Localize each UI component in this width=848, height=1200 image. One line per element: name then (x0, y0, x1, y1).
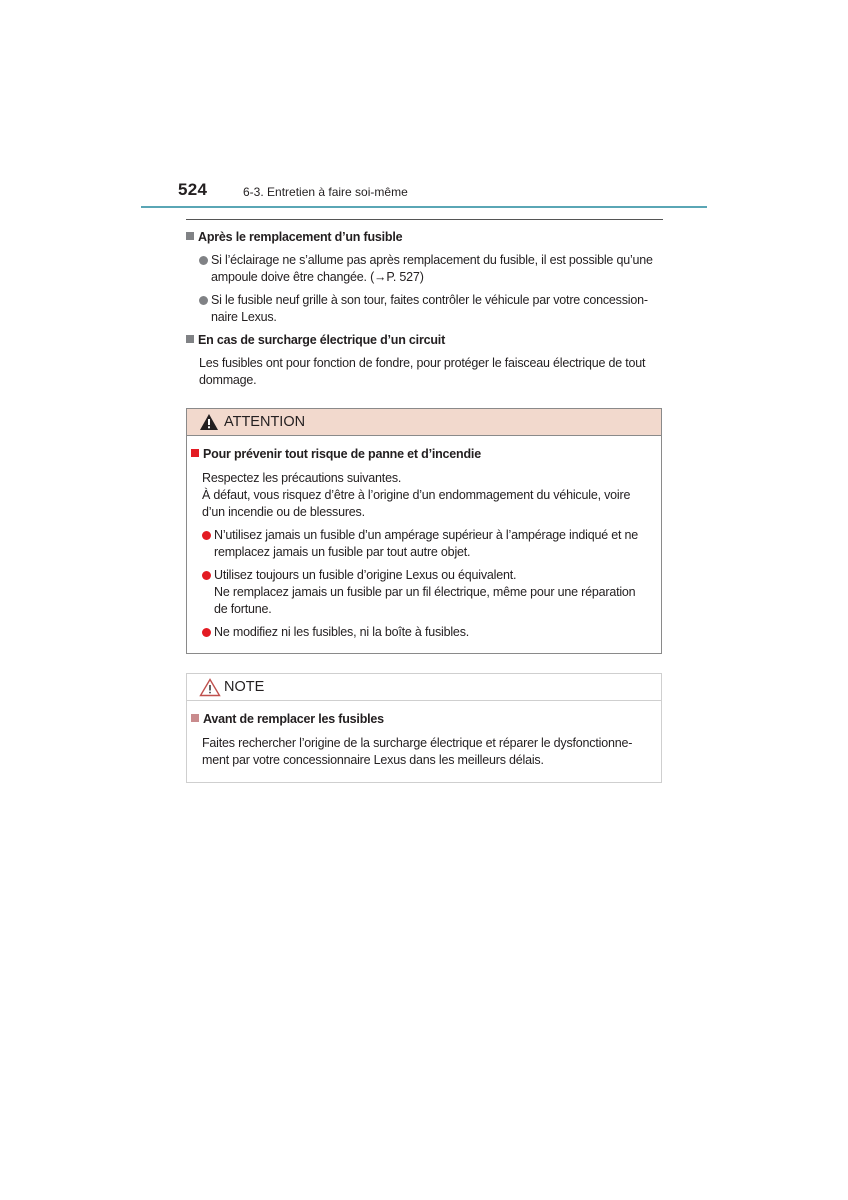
paragraph-line: ment par votre concessionnaire Lexus dans les meilleurs délais. (202, 753, 544, 767)
warning-triangle-icon (199, 413, 219, 431)
square-bullet-icon (186, 335, 194, 343)
paragraph-line: Les fusibles ont pour fonction de fondre, pour protéger le faisceau électrique de tout (199, 356, 646, 370)
attention-box (186, 408, 662, 654)
heading-text: En cas de surcharge électrique d’un circuit (198, 333, 446, 347)
list-item (199, 252, 653, 286)
section-title: 6-3. Entretien à faire soi-même (243, 185, 408, 199)
warning-triangle-icon (199, 678, 221, 697)
bullet-line: Ne remplacez jamais un fusible par un fil électrique, même pour une réparation (214, 585, 636, 599)
heading-text: Avant de remplacer les fusibles (203, 712, 384, 726)
note-label: NOTE (224, 679, 265, 695)
square-bullet-icon (186, 232, 194, 240)
section-heading-after-replacement (186, 230, 402, 244)
paragraph (199, 355, 645, 389)
bullet-line: Ne modifiez ni les fusibles, ni la boîte à fusibles. (214, 625, 470, 639)
note-body (202, 735, 632, 769)
attention-intro (202, 470, 630, 521)
bullet-line: Si l’éclairage ne s’allume pas après remplacement du fusible, il est possible qu’une (211, 253, 653, 267)
bullet-line: Utilisez toujours un fusible d’origine Lexus ou équivalent. (214, 568, 517, 582)
header-rule (141, 206, 707, 208)
paragraph-line: d’un incendie ou de blessures. (202, 505, 365, 519)
paragraph-line: À défaut, vous risquez d’être à l’origine d’un endommagement du véhicule, voire (202, 488, 631, 502)
paragraph-line: dommage. (199, 373, 257, 387)
attention-heading (191, 447, 481, 461)
bullet-line: N’utilisez jamais un fusible d’un ampérage supérieur à l’ampérage indiqué et ne (214, 528, 639, 542)
bullet-line: ampoule doive être changée. (→P. 527) (211, 270, 424, 284)
square-bullet-icon (191, 449, 199, 457)
attention-label: ATTENTION (224, 414, 306, 430)
attention-header (187, 409, 661, 436)
note-heading (191, 712, 384, 726)
bullet-line: naire Lexus. (211, 310, 277, 324)
page-number: 524 (178, 180, 208, 199)
bullet-line: remplacez jamais un fusible par tout autre objet. (214, 545, 471, 559)
list-item (202, 527, 638, 561)
bullet-line: Si le fusible neuf grille à son tour, faites contrôler le véhicule par votre concession- (211, 293, 648, 307)
note-box (186, 673, 662, 783)
circle-bullet-icon (202, 628, 211, 637)
heading-text: Après le remplacement d’un fusible (198, 230, 403, 244)
note-header (187, 674, 661, 701)
circle-bullet-icon (199, 296, 208, 305)
square-bullet-icon (191, 714, 199, 722)
heading-text: Pour prévenir tout risque de panne et d’incendie (203, 447, 481, 461)
list-item (202, 567, 635, 618)
list-item (202, 624, 469, 641)
paragraph-line: Respectez les précautions suivantes. (202, 471, 402, 485)
bullet-line: de fortune. (214, 602, 272, 616)
list-item (199, 292, 648, 326)
paragraph-line: Faites rechercher l’origine de la surcharge électrique et réparer le dysfonctionne- (202, 736, 633, 750)
content-top-rule (186, 219, 663, 220)
circle-bullet-icon (202, 531, 211, 540)
section-heading-overload (186, 333, 445, 347)
circle-bullet-icon (199, 256, 208, 265)
circle-bullet-icon (202, 571, 211, 580)
